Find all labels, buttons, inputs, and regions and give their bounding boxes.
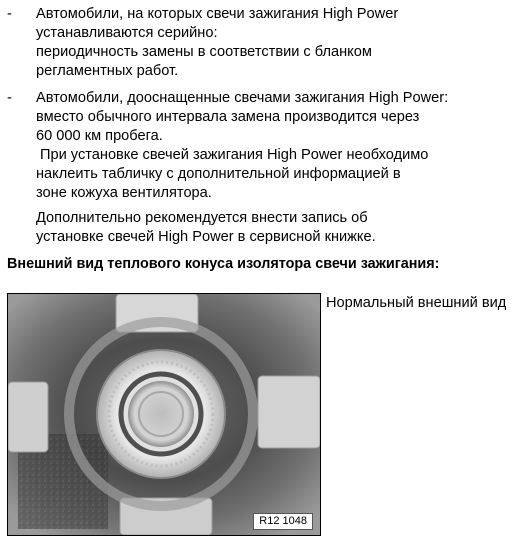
item-2-line-1: Автомобили, дооснащенные свечами зажигания High Power: (36, 90, 449, 106)
item-1-line-1: Автомобили, на которых свечи зажигания High Power (36, 6, 399, 22)
insulator-photo-illustration (8, 294, 320, 535)
section-heading: Внешний вид теплового конуса изолятора свечи зажигания: (7, 256, 440, 272)
list-bullet-2: - (7, 90, 12, 106)
figure-caption: Нормальный внешний вид (326, 295, 507, 311)
item-1-line-4: регламентных работ. (36, 63, 179, 79)
item-2-line-3: 60 000 км пробега. (36, 128, 163, 144)
list-bullet-1: - (7, 6, 12, 22)
spark-plug-insulator-photo (7, 293, 321, 536)
item-2-line-5: наклеить табличку с дополнительной информацией в (36, 166, 401, 182)
note-line-2: установке свечей High Power в сервисной книжке. (36, 229, 376, 245)
item-1-line-2: устанавливаются серийно: (36, 25, 218, 41)
item-2-line-2: вместо обычного интервала замена производится через (36, 109, 420, 125)
item-2-line-6: зоне кожуха вентилятора. (36, 185, 212, 201)
item-2-line-4: При установке свечей зажигания High Power необходимо (40, 147, 429, 163)
item-1-line-3: периодичность замены в соответствии с бланком (36, 44, 372, 60)
note-line-1: Дополнительно рекомендуется внести запись об (36, 210, 368, 226)
image-reference-label: R12 1048 (253, 513, 313, 530)
